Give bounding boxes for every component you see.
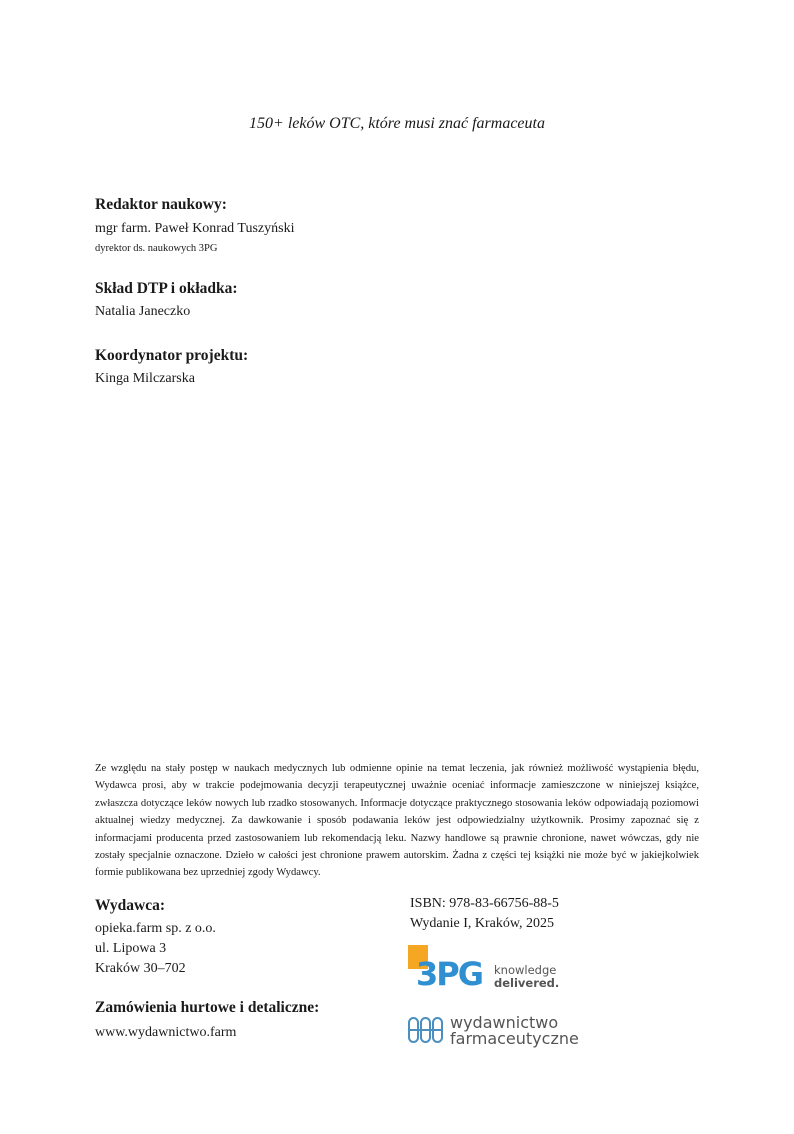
dtp-name: Natalia Janeczko — [95, 304, 191, 319]
legal-disclaimer: Ze względu na stały postęp w naukach medycznych lub odmienne opinie na temat leczenia, jak również możliwość wystąpienia błędu, Wydawca prosi, aby w trakcie podejmowania decyzji terapeutycznej uważnie oceniać informacje zamieszczone w niniejszej książce, zwłaszcza dotyczące leków nowych lub rzadko stosowanych. Informacje dotyczące praktycznego stosowania leków odpowiadają poziomowi aktualnej wiedzy medycznej. Za dawkowanie i sposób podawania leków jest odpowiedzialny użytkownik. Prosimy zapoznać się z informacjami producenta przed zastosowaniem lub rekomendacją leku. Nazwy handlowe są prawnie chronione, nawet wówczas, gdy nie zostały specjalnie oznaczone. Dzieło w całości jest chronione prawem autorskim. Żadna z części tej książki nie może być w jakiejkolwiek formie publikowana bez uprzedniej zgody Wydawcy. — [95, 763, 699, 879]
publisher-heading: Wydawca: — [95, 897, 166, 914]
orders-url[interactable]: www.wydawnictwo.farm — [95, 1025, 237, 1040]
editor-heading: Redaktor naukowy: — [95, 196, 227, 213]
edition: Wydanie I, Kraków, 2025 — [410, 916, 555, 931]
wydawnictwo-farmaceutyczne-logo — [408, 1010, 598, 1050]
publisher-street: ul. Lipowa 3 — [95, 941, 167, 956]
orders-heading: Zamówienia hurtowe i detaliczne: — [95, 999, 320, 1016]
wf-line2: farmaceutyczne — [450, 1029, 579, 1048]
dtp-heading: Skład DTP i okładka: — [95, 280, 238, 297]
isbn: ISBN: 978-83-66756-88-5 — [410, 896, 559, 911]
3pg-tagline-2: delivered. — [494, 976, 560, 990]
3pg-logo — [408, 945, 568, 995]
3pg-mark: 3PG — [416, 955, 482, 993]
book-subtitle: 150+ leków OTC, które musi znać farmaceuta — [249, 115, 545, 132]
wf-line1: wydawnictwo — [450, 1013, 559, 1032]
editor-name: mgr farm. Paweł Konrad Tuszyński — [95, 221, 295, 236]
3pg-tagline-1: knowledge — [494, 963, 557, 977]
coordinator-heading: Koordynator projektu: — [95, 347, 249, 364]
coordinator-name: Kinga Milczarska — [95, 371, 195, 386]
publisher-city: Kraków 30–702 — [95, 961, 186, 976]
capsules-icon — [409, 1018, 442, 1042]
publisher-name: opieka.farm sp. z o.o. — [95, 921, 216, 936]
editor-role: dyrektor ds. naukowych 3PG — [95, 243, 218, 254]
